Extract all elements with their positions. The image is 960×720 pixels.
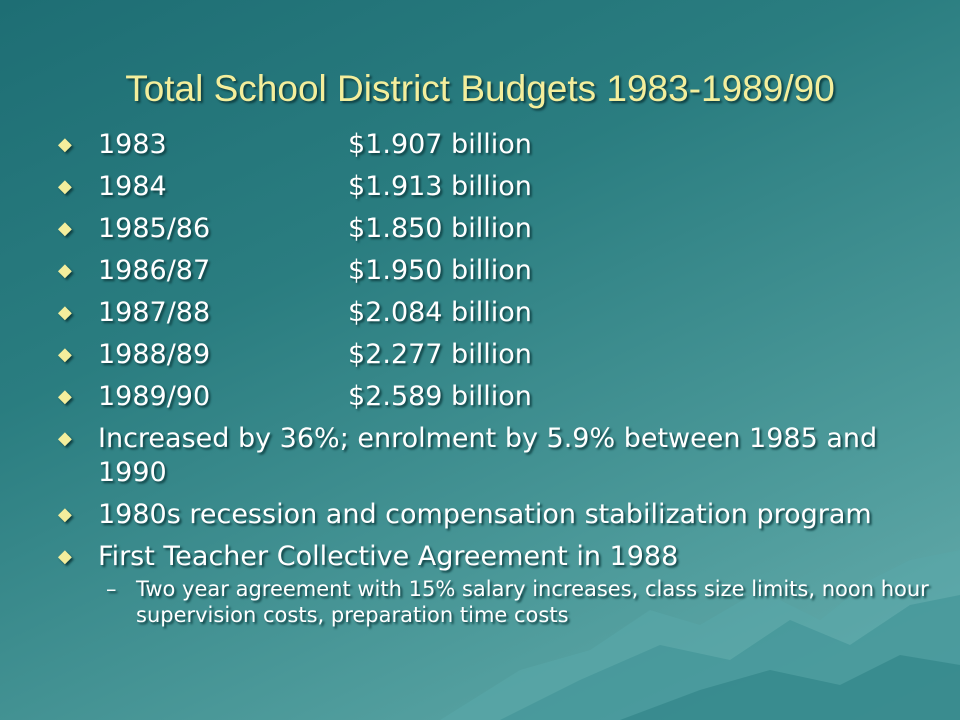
point-text: First Teacher Collective Agreement in 1988	[98, 541, 679, 572]
subpoint-item	[56, 576, 936, 628]
dash-bullet: –	[106, 577, 117, 601]
diamond-bullet-icon: ◆	[58, 546, 72, 567]
budget-amount: $1.907 billion	[348, 129, 532, 160]
point-text: Increased by 36%; enrolment by 5.9% between 1985 and 1990	[98, 423, 878, 488]
budget-year: 1985/86	[98, 213, 211, 244]
point-item	[56, 540, 936, 574]
budget-year: 1987/88	[98, 297, 211, 328]
budget-amount: $2.277 billion	[348, 339, 532, 370]
budget-item	[56, 296, 936, 330]
budget-item	[56, 380, 936, 414]
diamond-bullet-icon: ◆	[58, 386, 72, 407]
budget-amount: $2.589 billion	[348, 381, 532, 412]
diamond-bullet-icon: ◆	[58, 218, 72, 239]
budget-amount: $2.084 billion	[348, 297, 532, 328]
budget-amount: $1.913 billion	[348, 171, 532, 202]
point-item	[56, 422, 936, 490]
budget-year: 1983	[98, 129, 167, 160]
budget-year: 1988/89	[98, 339, 211, 370]
diamond-bullet-icon: ◆	[58, 504, 72, 525]
budget-year: 1986/87	[98, 255, 211, 286]
point-text: 1980s recession and compensation stabilization program	[98, 499, 872, 530]
budget-item	[56, 338, 936, 372]
budget-amount: $1.850 billion	[348, 213, 532, 244]
diamond-bullet-icon: ◆	[58, 176, 72, 197]
diamond-bullet-icon: ◆	[58, 134, 72, 155]
bullet-list	[56, 128, 936, 628]
point-item	[56, 498, 936, 532]
budget-amount: $1.950 billion	[348, 255, 532, 286]
diamond-bullet-icon: ◆	[58, 260, 72, 281]
slide-title: Total School District Budgets 1983-1989/90	[125, 68, 835, 109]
budget-item	[56, 254, 936, 288]
budget-item	[56, 212, 936, 246]
diamond-bullet-icon: ◆	[58, 428, 72, 449]
budget-item	[56, 128, 936, 162]
diamond-bullet-icon: ◆	[58, 302, 72, 323]
budget-year: 1984	[98, 171, 167, 202]
budget-year: 1989/90	[98, 381, 211, 412]
diamond-bullet-icon: ◆	[58, 344, 72, 365]
budget-item	[56, 170, 936, 204]
subpoint-text: Two year agreement with 15% salary increases, class size limits, noon hour supervision costs, preparation time costs	[136, 577, 929, 627]
